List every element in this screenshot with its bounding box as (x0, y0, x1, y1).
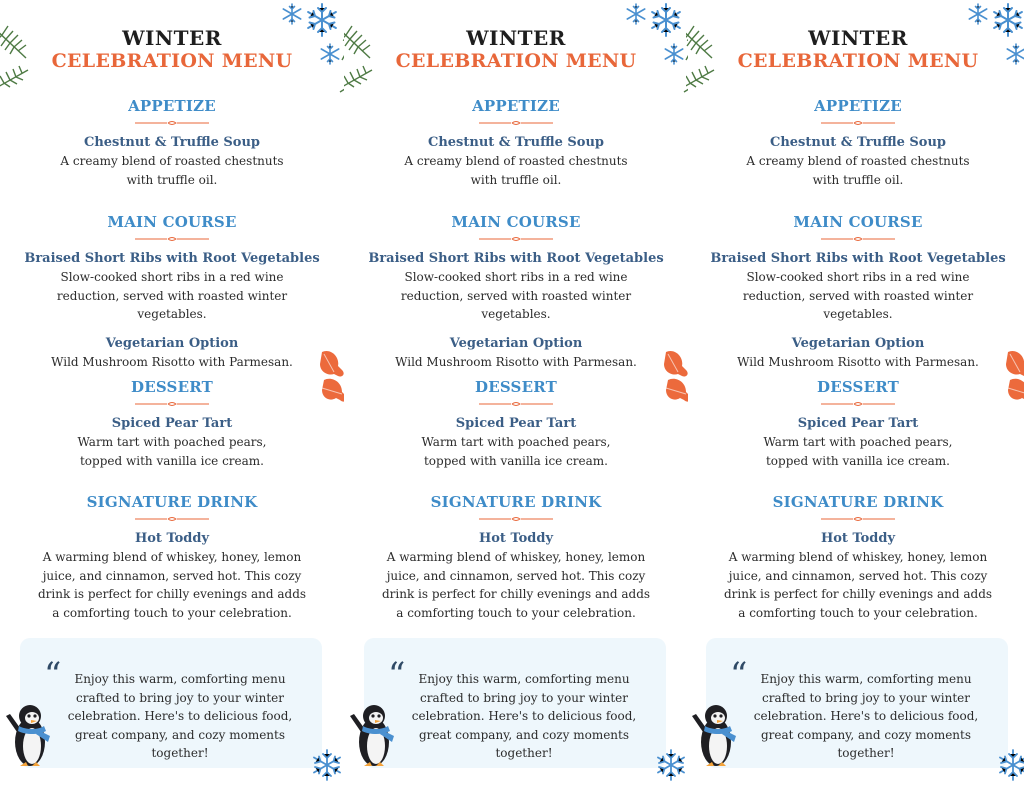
menu-item-description: A creamy blend of roasted chestnuts with truffle oil. (746, 154, 970, 187)
section-heading: SIGNATURE DRINK (430, 493, 602, 511)
menu-item-name: Hot Toddy (134, 531, 210, 546)
menu-item-name: Chestnut & Truffle Soup (769, 135, 947, 150)
section-heading: APPETIZE (814, 97, 902, 115)
menu-item-description: Warm tart with poached pears, topped with vanilla ice cream. (421, 435, 611, 468)
main-course-section (0, 213, 344, 371)
menu-item-name: Vegetarian Option (105, 335, 239, 351)
section-heading: MAIN COURSE (793, 213, 923, 231)
section-divider (821, 516, 895, 522)
snowflake-icon (310, 748, 344, 782)
section-heading: DESSERT (131, 378, 213, 396)
penguin-icon (348, 702, 404, 770)
appetizer-section (0, 97, 344, 189)
menu-item-description: Slow-cooked short ribs in a red wine reduction, served with roasted winter vegetables. (742, 270, 974, 321)
menu-item-name: Chestnut & Truffle Soup (83, 135, 261, 150)
menu-subtitle: CELEBRATION MENU (395, 50, 637, 72)
menu-item-name: Spiced Pear Tart (455, 416, 577, 431)
menu-item-description: Wild Mushroom Risotto with Parmesan. (737, 354, 979, 369)
section-divider (821, 236, 895, 242)
menu-item-description: A warming blend of whiskey, honey, lemon juice, and cinnamon, served hot. This cozy drink is perfect for chilly evenings and adds a comforting touch to your celebration. (723, 550, 993, 620)
quote-text: Enjoy this warm, comforting menu crafted to bring joy to your winter celebration. Here's to delicious food, great company, and cozy moments together! (753, 672, 979, 760)
menu-item-name: Chestnut & Truffle Soup (427, 135, 605, 150)
section-heading: SIGNATURE DRINK (86, 493, 258, 511)
snowflake-icon (624, 2, 648, 26)
dessert-section (0, 378, 344, 470)
quote-icon: “ (730, 655, 748, 695)
snowflake-icon (654, 748, 688, 782)
menu-item-description: A warming blend of whiskey, honey, lemon juice, and cinnamon, served hot. This cozy drink is perfect for chilly evenings and adds a comforting touch to your celebration. (381, 550, 651, 620)
section-heading: MAIN COURSE (451, 213, 581, 231)
menu-item-description: A creamy blend of roasted chestnuts with truffle oil. (404, 154, 628, 187)
menu-item-name: Spiced Pear Tart (111, 416, 233, 431)
menu-item-description: A warming blend of whiskey, honey, lemon juice, and cinnamon, served hot. This cozy drink is perfect for chilly evenings and adds a comforting touch to your celebration. (37, 550, 307, 620)
quote-text: Enjoy this warm, comforting menu crafted to bring joy to your winter celebration. Here's to delicious food, great company, and cozy moments together! (67, 672, 293, 760)
menu-item-name: Vegetarian Option (791, 335, 925, 351)
section-heading: APPETIZE (128, 97, 216, 115)
section-divider (135, 120, 209, 126)
drink-section (0, 493, 344, 622)
section-divider (135, 236, 209, 242)
drink-section (344, 493, 688, 622)
menu-item-name: Vegetarian Option (449, 335, 583, 351)
quote-icon: “ (44, 655, 62, 695)
snowflake-icon (280, 2, 304, 26)
quote-box (364, 638, 666, 768)
menu-item-description: A creamy blend of roasted chestnuts with truffle oil. (60, 154, 284, 187)
menu-item-name: Hot Toddy (820, 531, 896, 546)
section-divider (479, 236, 553, 242)
menu-item-name: Hot Toddy (478, 531, 554, 546)
dessert-section (686, 378, 1024, 470)
quote-icon: “ (388, 655, 406, 695)
section-divider (479, 120, 553, 126)
menu-item-name: Braised Short Ribs with Root Vegetables (24, 251, 320, 266)
section-heading: MAIN COURSE (107, 213, 237, 231)
main-course-section (344, 213, 688, 371)
penguin-icon (690, 702, 746, 770)
quote-text: Enjoy this warm, comforting menu crafted to bring joy to your winter celebration. Here's to delicious food, great company, and cozy moments together! (411, 672, 637, 760)
snowflake-icon (996, 748, 1024, 782)
menu-item-description: Wild Mushroom Risotto with Parmesan. (395, 354, 637, 369)
menu-item-name: Braised Short Ribs with Root Vegetables (368, 251, 664, 266)
menu-item-description: Wild Mushroom Risotto with Parmesan. (51, 354, 293, 369)
section-heading: DESSERT (475, 378, 557, 396)
section-divider (821, 401, 895, 407)
quote-box (706, 638, 1008, 768)
menu-item-description: Warm tart with poached pears, topped with vanilla ice cream. (77, 435, 267, 468)
section-divider (479, 516, 553, 522)
drink-section (686, 493, 1024, 622)
snowflake-icon (966, 2, 990, 26)
section-heading: APPETIZE (472, 97, 560, 115)
menu-panel (344, 0, 688, 792)
menu-item-name: Braised Short Ribs with Root Vegetables (710, 251, 1006, 266)
section-divider (821, 120, 895, 126)
dessert-section (344, 378, 688, 470)
menu-title: WINTER (122, 26, 222, 50)
quote-box (20, 638, 322, 768)
section-divider (135, 516, 209, 522)
menu-item-description: Slow-cooked short ribs in a red wine reduction, served with roasted winter vegetables. (400, 270, 632, 321)
section-heading: DESSERT (817, 378, 899, 396)
appetizer-section (344, 97, 688, 189)
menu-subtitle: CELEBRATION MENU (51, 50, 293, 72)
menu-item-name: Spiced Pear Tart (797, 416, 919, 431)
section-heading: SIGNATURE DRINK (772, 493, 944, 511)
main-course-section (686, 213, 1024, 371)
menu-title: WINTER (808, 26, 908, 50)
section-divider (135, 401, 209, 407)
menu-item-description: Slow-cooked short ribs in a red wine reduction, served with roasted winter vegetables. (56, 270, 288, 321)
appetizer-section (686, 97, 1024, 189)
menu-panel (686, 0, 1024, 792)
menu-item-description: Warm tart with poached pears, topped with vanilla ice cream. (763, 435, 953, 468)
menu-title: WINTER (466, 26, 566, 50)
section-divider (479, 401, 553, 407)
menu-panel (0, 0, 344, 792)
penguin-icon (4, 702, 60, 770)
menu-subtitle: CELEBRATION MENU (737, 50, 979, 72)
